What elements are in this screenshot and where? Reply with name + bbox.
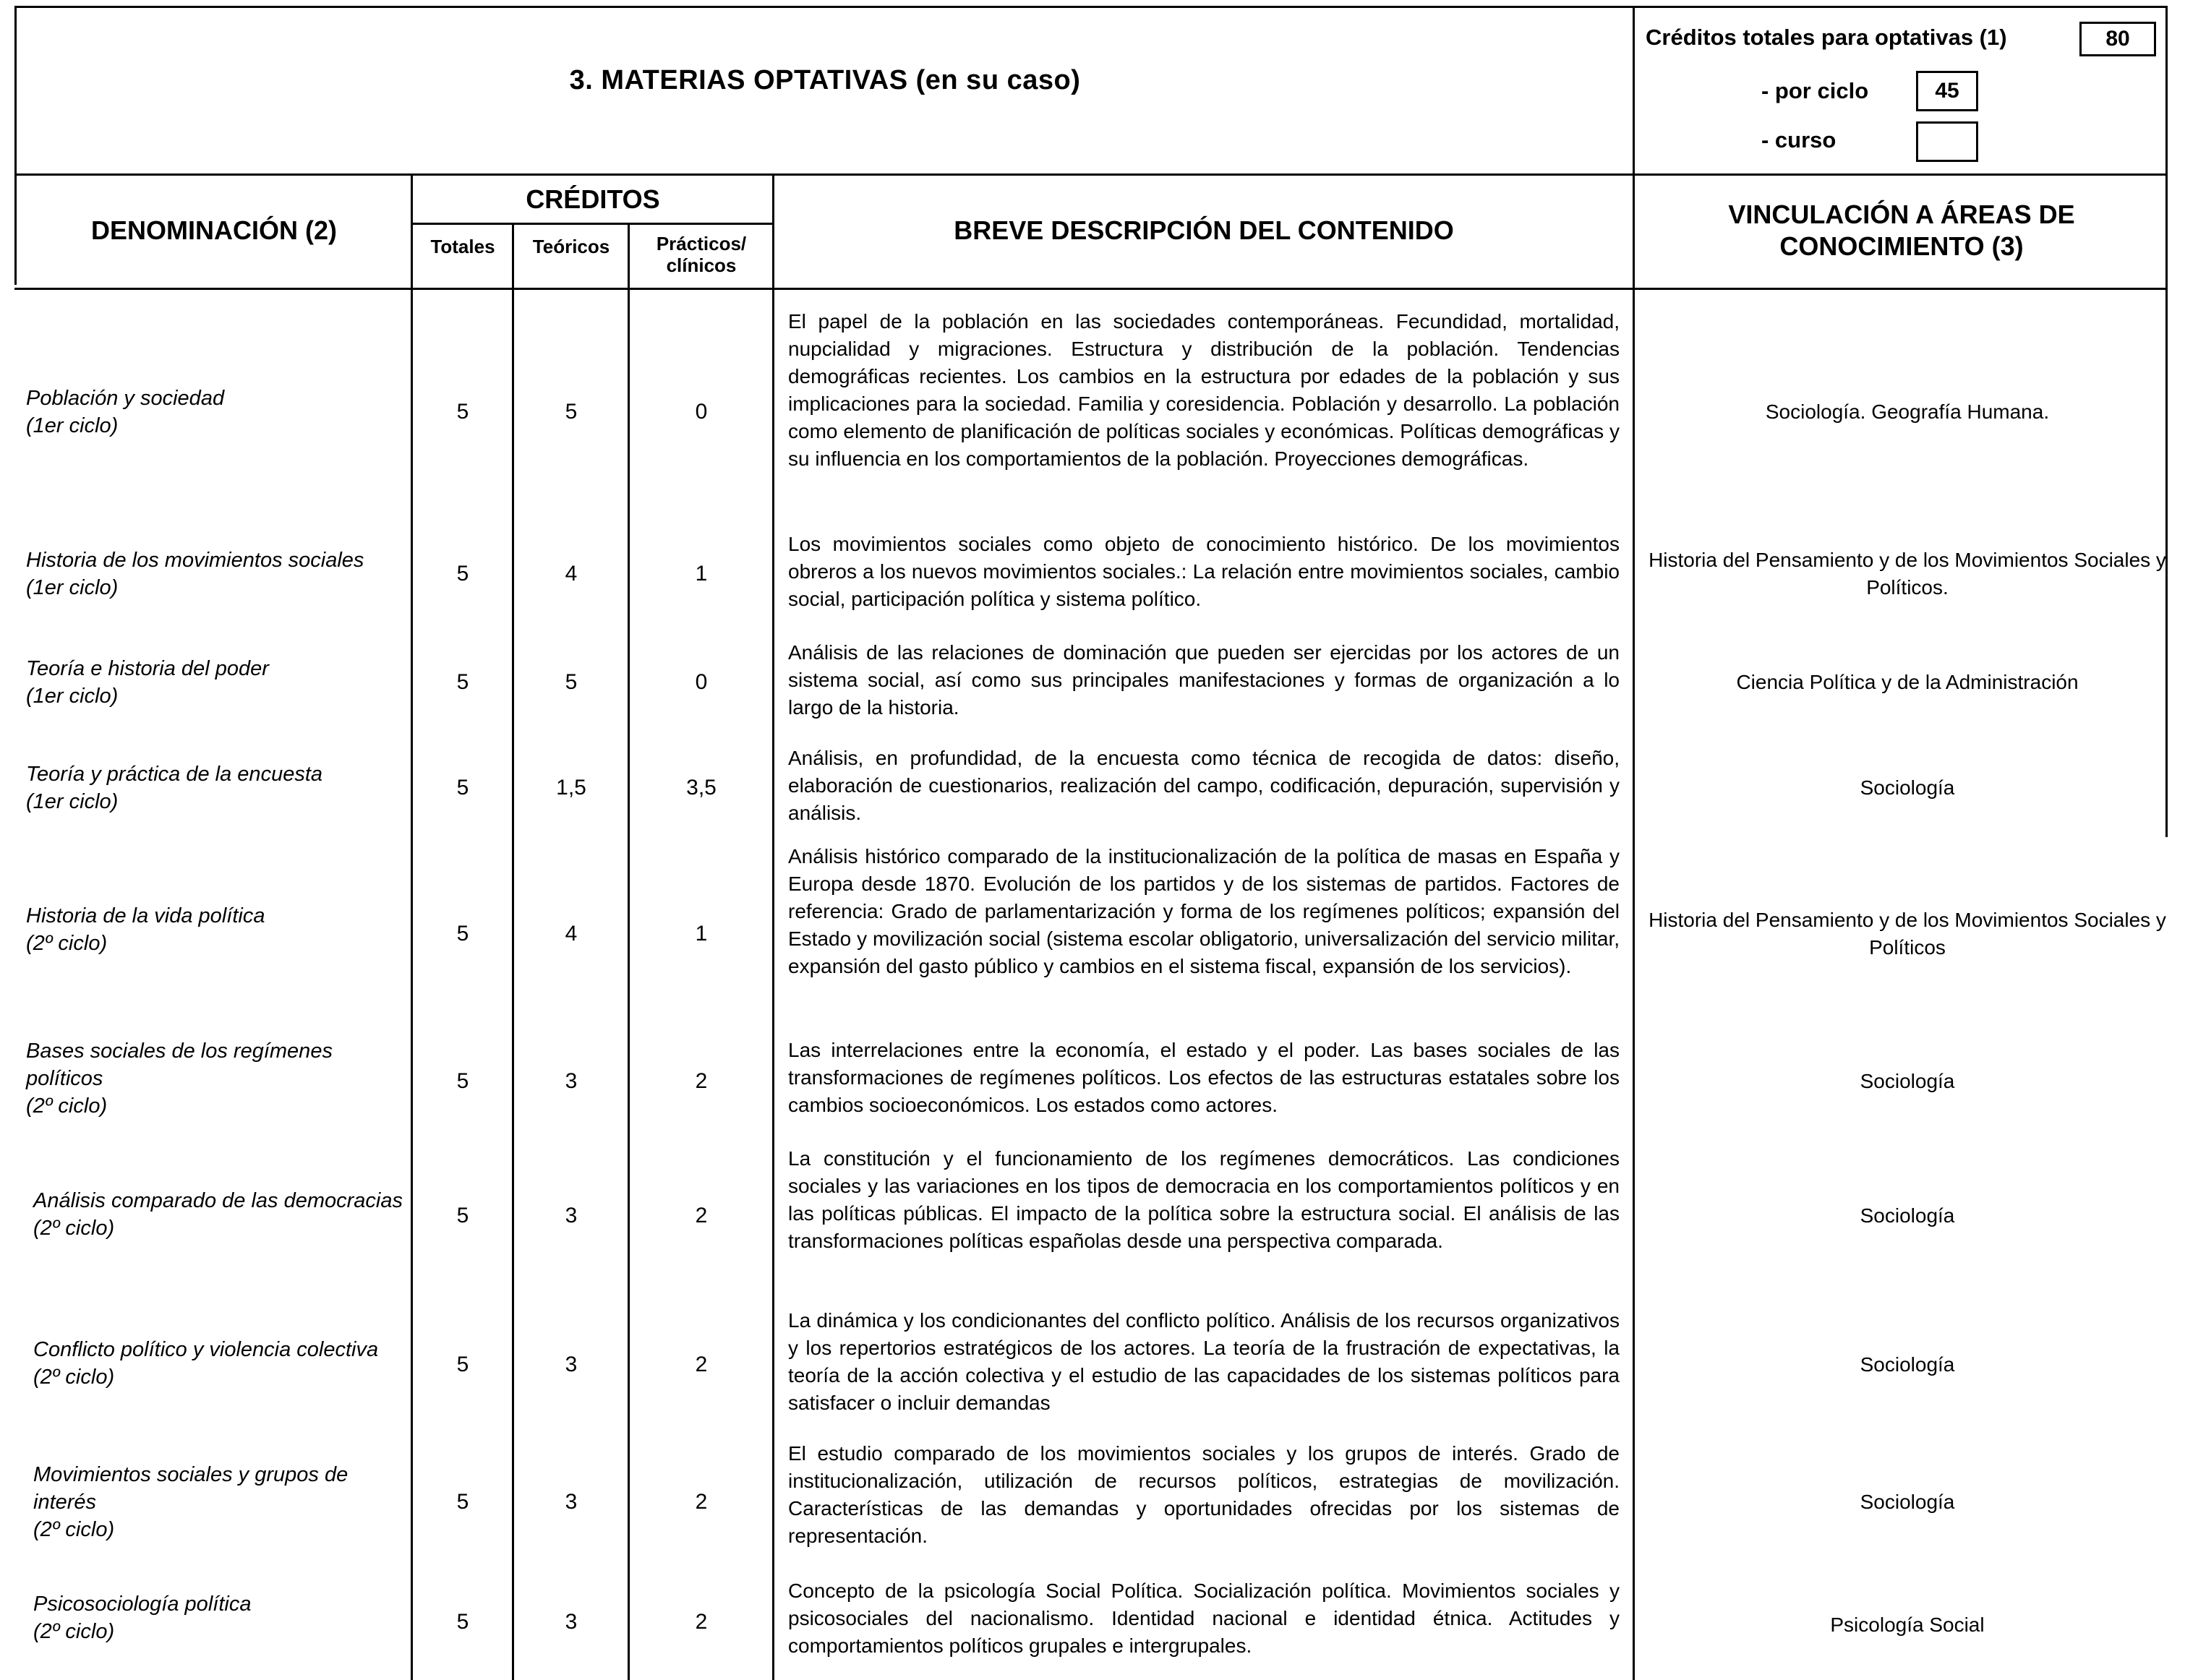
row-5-practicos: 2 [695,1069,708,1093]
row-1-practicos: 1 [695,562,708,586]
creditos-sub-line [412,223,774,225]
per-cycle-label: - por ciclo [1761,78,1869,103]
header-bottom-line [14,173,2168,176]
row-0-area: Sociología. Geografía Humana. [1765,400,2050,423]
row-4-name [26,893,402,966]
row-7-area: Sociología [1860,1353,1955,1376]
row-8-cycle: (2º ciclo) [33,1518,115,1541]
row-2-totales: 5 [456,670,469,694]
row-8-teoricos: 3 [565,1490,578,1514]
row-2-name [26,646,402,719]
row-7-practicos: 2 [695,1353,708,1376]
row-9-name [33,1587,409,1648]
header-divider-line [1633,6,1635,1680]
row-7-description: La dinámica y los condicionantes del conflicto político. Análisis de los recursos organizativos y los repertorios estratégicos de los actores. La teoría de la frustración de expectativas, la teoría de la acción colectiva y el estudio de las capacidades de los sistemas políticos para satisfacer o incluir demandas [788,1309,1620,1414]
row-3-title: Teoría y práctica de la encuesta [26,763,323,786]
col-header-creditos: CRÉDITOS [526,184,660,214]
column-header-bottom-line [14,288,2168,290]
teoricos-divider-line [628,223,630,1680]
row-8-title: Movimientos sociales y grupos de interés [33,1463,349,1514]
row-1-title: Historia de los movimientos sociales [26,549,364,572]
row-3-practicos: 3,5 [686,776,717,800]
row-1-cycle: (1er ciclo) [26,576,119,599]
row-6-totales: 5 [456,1204,469,1227]
frame-left-line [14,6,17,285]
denominacion-divider-line [411,173,413,1680]
row-7-title: Conflicto político y violencia colectiva [33,1338,379,1361]
credits-total-label: Créditos totales para optativas (1) [1646,25,2007,50]
row-9-area: Psicología Social [1830,1613,1985,1636]
row-9-cycle: (2º ciclo) [33,1620,115,1643]
row-7-cycle: (2º ciclo) [33,1366,115,1389]
row-1-name [26,538,402,610]
row-2-description: Análisis de las relaciones de dominación que pueden ser ejercidas por los actores de un sistema social, así como sus principales manifestaciones y formas de organización a lo largo de la historia. [788,641,1620,719]
row-9-practicos: 2 [695,1610,708,1634]
row-5-name [26,1035,402,1122]
row-8-name [33,1459,409,1546]
frame-top-line [14,6,2168,8]
section-title: 3. MATERIAS OPTATIVAS (en su caso) [569,65,1081,95]
row-2-area: Ciencia Política y de la Administración [1736,671,2079,693]
row-4-area: Historia del Pensamiento y de los Movimientos Sociales y Políticos [1649,909,2166,959]
row-8-description: El estudio comparado de los movimientos sociales y los grupos de interés. Grado de institucionalización, utilización de recursos políticos, estrategias de movilización. Características de las demandas y oportunidades ofrecidas por los sistemas de representación. [788,1442,1620,1547]
row-4-cycle: (2º ciclo) [26,932,108,955]
row-1-area: Historia del Pensamiento y de los Movimientos Sociales y Políticos. [1649,549,2166,599]
row-6-area: Sociología [1860,1204,1955,1227]
row-9-totales: 5 [456,1610,469,1634]
row-6-practicos: 2 [695,1204,708,1227]
row-3-cycle: (1er ciclo) [26,790,119,813]
row-9-teoricos: 3 [565,1610,578,1634]
row-8-totales: 5 [456,1490,469,1514]
totales-divider-line [512,223,514,1680]
row-3-description: Análisis, en profundidad, de la encuesta como técnica de recogida de datos: diseño, elaboración de cuestionarios, realización del campo, codificación, depuración, supervisión y análisis. [788,747,1620,824]
practicos-divider-line [772,173,774,1680]
row-1-totales: 5 [456,562,469,586]
row-4-teoricos: 4 [565,922,578,946]
row-3-teoricos: 1,5 [556,776,586,800]
row-7-name [33,1320,409,1407]
row-6-cycle: (2º ciclo) [33,1217,115,1240]
row-4-title: Historia de la vida política [26,904,265,927]
col-header-practicos: Prácticos/ clínicos [656,233,747,276]
row-4-totales: 5 [456,922,469,946]
row-6-description: La constitución y el funcionamiento de los regímenes democráticos. Las condiciones sociales y las variaciones en los tipos de democracia en los comportamientos políticos y en las políticas públicas. El impacto de la política sobre la estructura social. El análisis de las transformaciones políticas españolas desde una perspectiva comparada. [788,1147,1620,1252]
course-value [1916,121,1978,162]
row-4-description: Análisis histórico comparado de la institucionalización de la política de masas en España y Europa desde 1870. Evolución de los partidos y de los sistemas de partidos. Factores de referencia: Grado de parlamentarización y forma de los regímenes políticos; expansión del Estado y movilización social (sistema escolar obligatorio, universalización del servicio militar, expansión del gasto público y cambios en el sistema fiscal, expansión de los servicios). [788,845,1620,977]
row-8-practicos: 2 [695,1490,708,1514]
row-2-cycle: (1er ciclo) [26,685,119,708]
row-5-description: Las interrelaciones entre la economía, el estado y el poder. Las bases sociales de las transformaciones de regímenes políticos. Los efectos de las estructuras estatales sobre los cambios socioeconómicos. Los estados como actores. [788,1039,1620,1116]
row-5-totales: 5 [456,1069,469,1093]
row-6-name [33,1171,409,1258]
row-0-practicos: 0 [695,400,708,424]
row-3-name [26,752,402,824]
row-0-description: El papel de la población en las sociedades contemporáneas. Fecundidad, mortalidad, nupcialidad y migraciones. Estructura y distribución de la población. Tendencias demográficas recientes. Los cambios en la estructura por edades de la población y sus implicaciones para la sociedad. Familia y coresidencia. Población y desarrollo. La población como elemento de planificación de políticas sociales y económicas. Políticas demográficas y su influencia en los comportamientos de la población. Proyecciones demográficas. [788,310,1620,470]
row-0-name [26,376,402,448]
row-7-teoricos: 3 [565,1353,578,1376]
row-2-title: Teoría e historia del poder [26,657,269,680]
row-9-title: Psicosociología política [33,1593,252,1616]
course-label: - curso [1761,127,1836,153]
row-6-title: Análisis comparado de las democracias [33,1189,403,1212]
col-header-totales: Totales [430,236,495,257]
row-0-teoricos: 5 [565,400,578,424]
row-5-area: Sociología [1860,1070,1955,1092]
row-1-description: Los movimientos sociales como objeto de conocimiento histórico. De los movimientos obreros a los nuevos movimientos sociales.: La relación entre movimientos sociales, cambio social, participación política y sistema político. [788,533,1620,610]
row-2-practicos: 0 [695,670,708,694]
row-1-teoricos: 4 [565,562,578,586]
row-9-description: Concepto de la psicología Social Política. Socialización política. Movimientos sociales y psicosociales del nacionalismo. Identidad nacional e identidad étnica. Actitudes y comportamientos políticos grupales e intergrupales. [788,1580,1620,1657]
row-5-cycle: (2º ciclo) [26,1094,108,1118]
row-5-title: Bases sociales de los regímenes políticos [26,1040,333,1090]
row-0-totales: 5 [456,400,469,424]
row-5-teoricos: 3 [565,1069,578,1093]
row-0-cycle: (1er ciclo) [26,414,119,437]
row-3-area: Sociología [1860,776,1955,799]
row-7-totales: 5 [456,1353,469,1376]
col-header-teoricos: Teóricos [532,236,610,257]
credits-total-value: 80 [2079,22,2156,56]
row-4-practicos: 1 [695,922,708,946]
row-8-area: Sociología [1860,1491,1955,1513]
col-header-vinculacion: VINCULACIÓN A ÁREAS DE CONOCIMIENTO (3) [1728,200,2075,261]
row-3-totales: 5 [456,776,469,800]
col-header-denominacion: DENOMINACIÓN (2) [91,215,337,245]
row-6-teoricos: 3 [565,1204,578,1227]
col-header-descripcion: BREVE DESCRIPCIÓN DEL CONTENIDO [954,215,1454,245]
row-2-teoricos: 5 [565,670,578,694]
row-0-title: Población y sociedad [26,387,225,410]
per-cycle-value: 45 [1916,71,1978,111]
